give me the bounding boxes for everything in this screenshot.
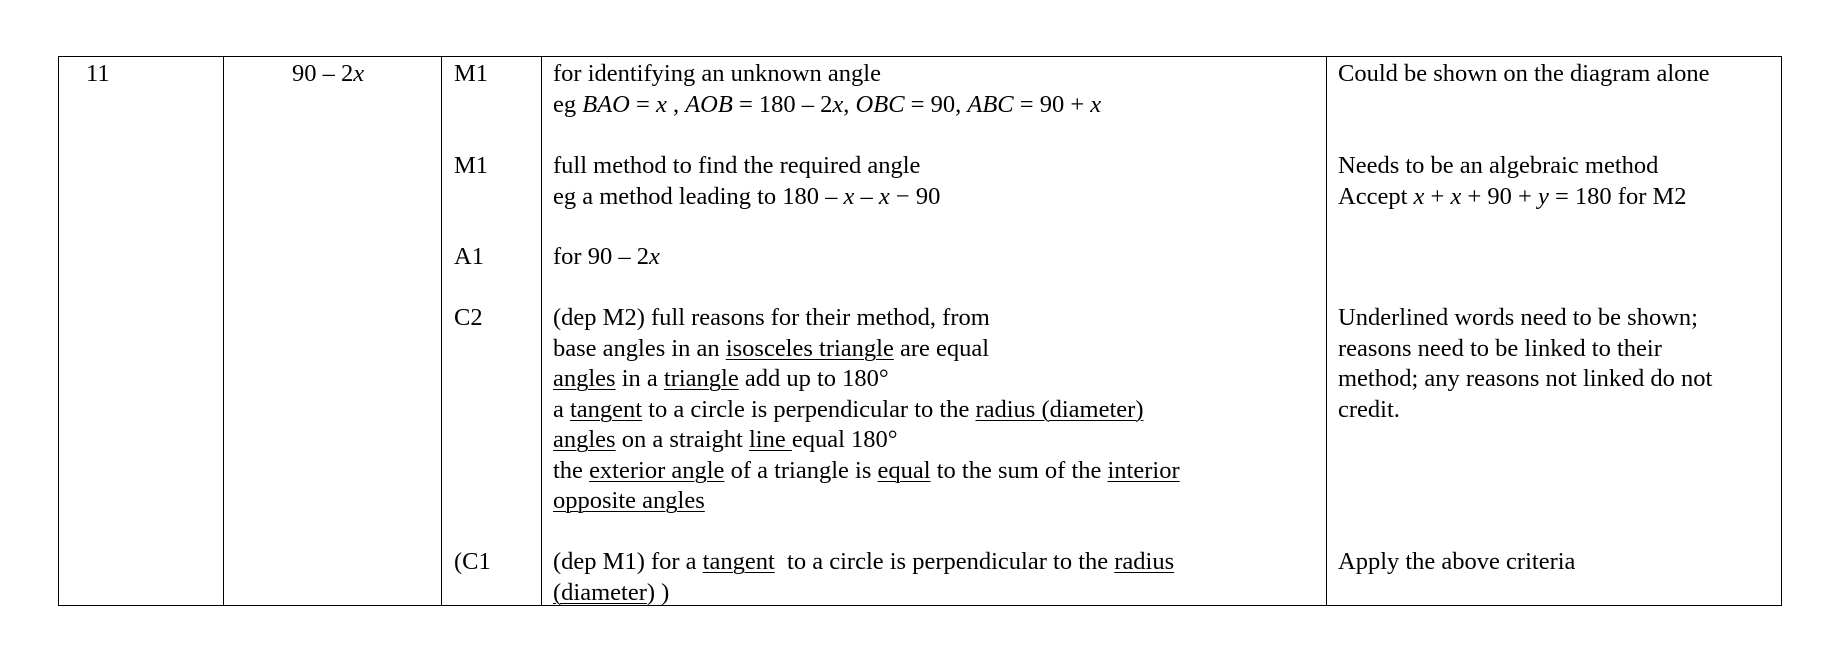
mark-code: M1 [454, 152, 489, 179]
guidance-note: Needs to be an algebraic method Accept x + x + 90 + y = 180 for M2 [1338, 152, 1687, 210]
mark-code: A1 [454, 243, 484, 270]
guidance-note: Underlined words need to be shown; reasons need to be linked to their method; any reasons not linked do not credit. [1338, 304, 1713, 423]
mark-code: C2 [454, 304, 483, 331]
column-divider [1326, 57, 1327, 605]
mark-scheme-table [58, 56, 1782, 606]
question-number: 11 [86, 60, 110, 87]
answer: 90 – 2x [292, 60, 365, 87]
reasons-text: (dep M1) for a tangent to a circle is perpendicular to the radius (diameter) ) [553, 548, 1175, 606]
method-text: for identifying an unknown angle eg BAO = x , AOB = 180 – 2x, OBC = 90, ABC = 90 + x [553, 60, 1102, 118]
guidance-note: Could be shown on the diagram alone [1338, 60, 1710, 87]
mark-code: (C1 [454, 548, 491, 575]
column-divider [441, 57, 442, 605]
column-divider [223, 57, 224, 605]
guidance-note: Apply the above criteria [1338, 548, 1576, 575]
method-text: full method to find the required angle eg a method leading to 180 – x – x − 90 [553, 152, 941, 210]
reasons-text: (dep M2) full reasons for their method, from base angles in an isosceles triangle are equal angles in a triangle add up to 180° a tangent to a circle is perpendicular to the radius (diameter) angles on a straight line equal 180° the exterior angle of a triangle is equal to the sum of the interior opposite angles [553, 304, 1180, 514]
method-text: for 90 – 2x [553, 243, 660, 270]
column-divider [541, 57, 542, 605]
mark-code: M1 [454, 60, 489, 87]
